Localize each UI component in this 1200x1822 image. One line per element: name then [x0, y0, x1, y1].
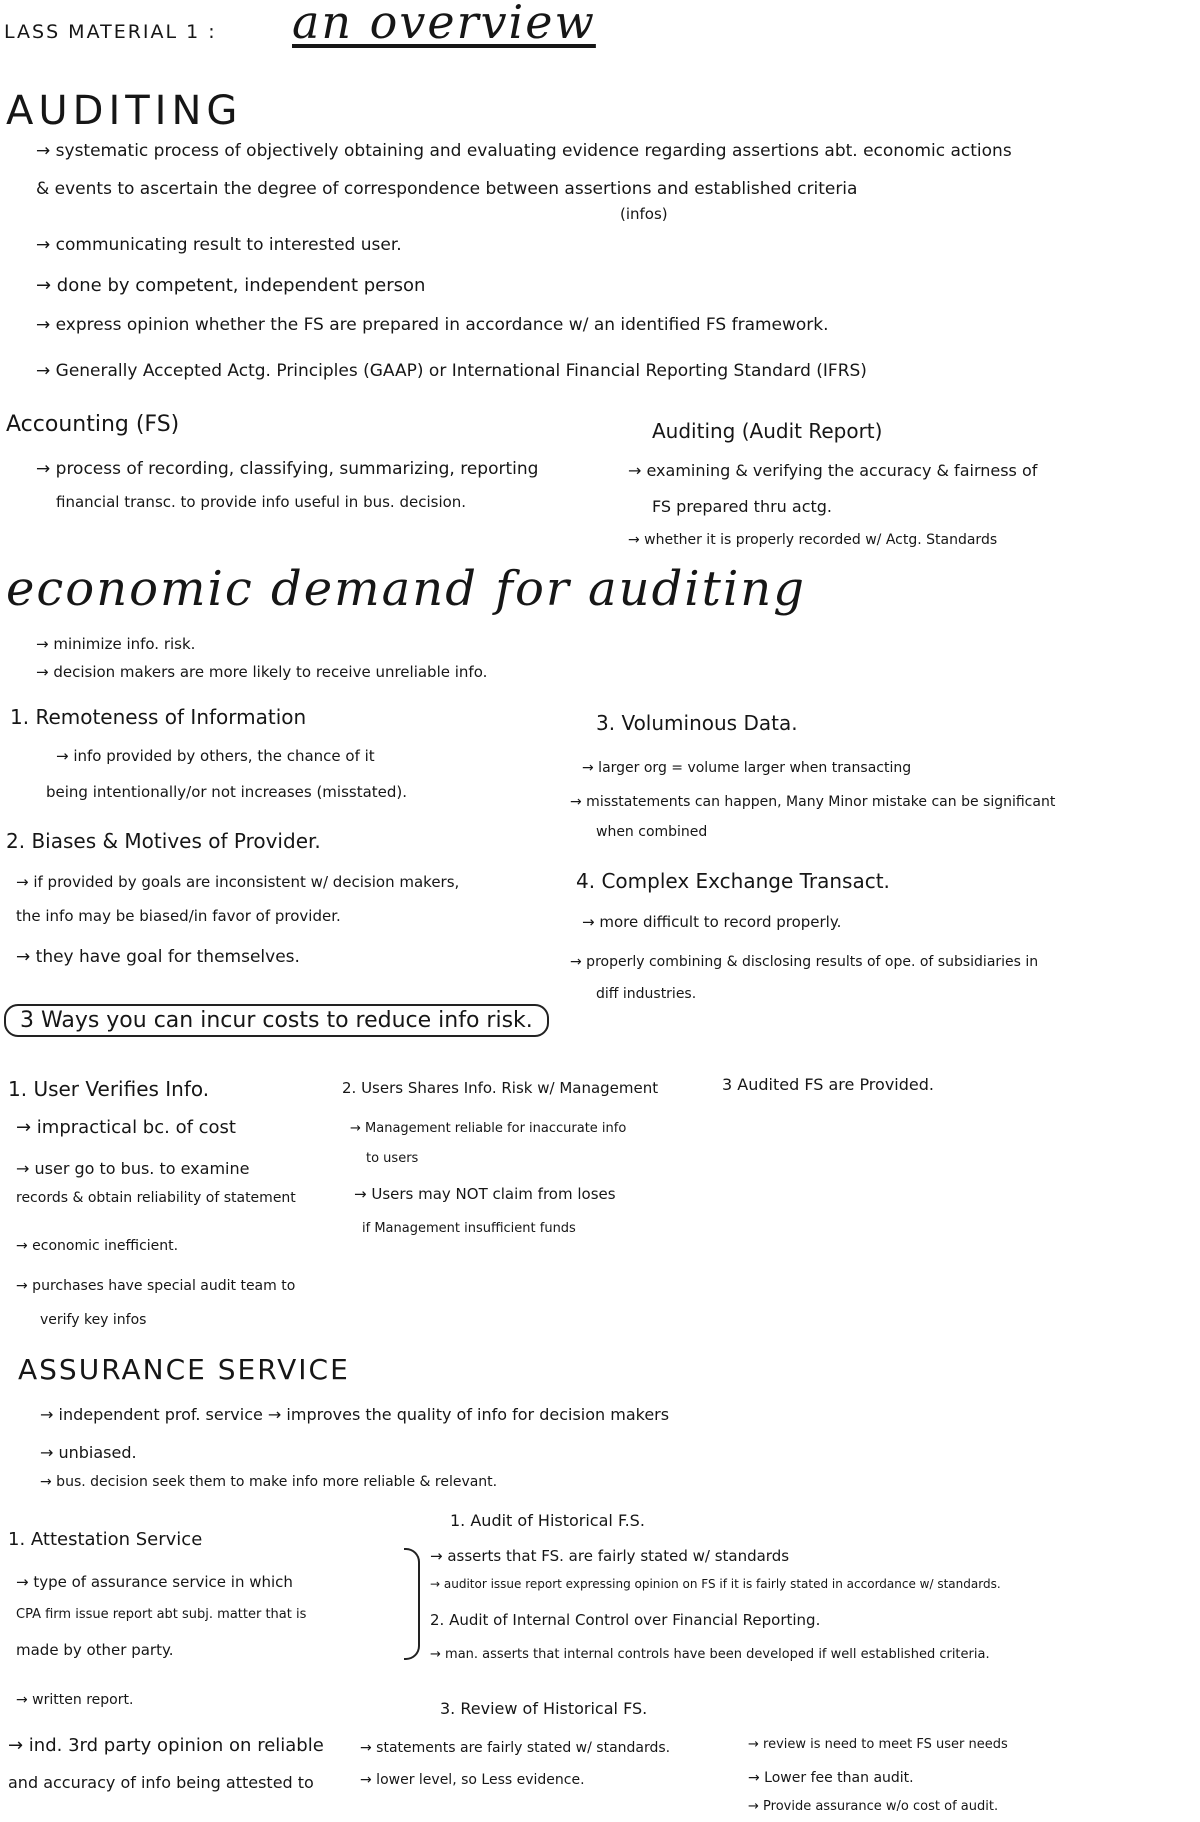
- economic-line-1: → minimize info. risk.: [36, 635, 196, 653]
- auditing-report-line-1: → examining & verifying the accuracy & fairness of: [628, 461, 1038, 480]
- audit-ic-title: 2. Audit of Internal Control over Financial Reporting.: [430, 1611, 821, 1629]
- ways-title: 3 Ways you can incur costs to reduce info risk.: [4, 1004, 549, 1037]
- complex-line-1: → more difficult to record properly.: [582, 913, 842, 931]
- economic-title: economic demand for auditing: [6, 561, 806, 617]
- users-share-title: 2. Users Shares Info. Risk w/ Management: [342, 1079, 659, 1097]
- accounting-line-2: financial transc. to provide info useful in bus. decision.: [56, 493, 467, 511]
- auditing-line-5: → done by competent, independent person: [36, 275, 426, 296]
- user-verifies-line-6: verify key infos: [40, 1312, 147, 1328]
- auditing-report-line-3: → whether it is properly recorded w/ Actg. Standards: [628, 532, 998, 548]
- review-side-1: → review is need to meet FS user needs: [748, 1737, 1008, 1752]
- audit-hist-line-1: → asserts that FS. are fairly stated w/ standards: [430, 1547, 790, 1565]
- auditing-line-3: (infos): [620, 205, 668, 223]
- review-side-3: → Provide assurance w/o cost of audit.: [748, 1799, 999, 1814]
- auditing-line-1: → systematic process of objectively obtaining and evaluating evidence regarding assertions abt. economic actions: [36, 141, 1012, 161]
- user-verifies-line-5: → purchases have special audit team to: [16, 1278, 296, 1294]
- users-share-line-2: to users: [366, 1151, 419, 1166]
- biases-line-2: the info may be biased/in favor of provider.: [16, 907, 341, 925]
- attestation-line-4: → written report.: [16, 1692, 134, 1708]
- audited-title: 3 Audited FS are Provided.: [722, 1075, 934, 1094]
- biases-line-3: → they have goal for themselves.: [16, 947, 300, 967]
- assurance-line-1: → independent prof. service → improves the quality of info for decision makers: [40, 1405, 670, 1424]
- attestation-title: 1. Attestation Service: [8, 1529, 203, 1550]
- header-label: LASS MATERIAL 1 :: [4, 21, 217, 43]
- voluminous-line-2: → misstatements can happen, Many Minor mistake can be significant: [570, 794, 1056, 810]
- user-verifies-line-1: → impractical bc. of cost: [16, 1117, 236, 1138]
- auditing-line-7: → Generally Accepted Actg. Principles (GAAP) or International Financial Reporting Standard (IFRS): [36, 361, 867, 381]
- review-line-2: → lower level, so Less evidence.: [360, 1772, 585, 1788]
- attestation-line-5: → ind. 3rd party opinion on reliable: [8, 1735, 324, 1756]
- economic-line-2: → decision makers are more likely to receive unreliable info.: [36, 663, 488, 681]
- biases-line-1: → if provided by goals are inconsistent w/ decision makers,: [16, 873, 460, 891]
- assurance-title: ASSURANCE SERVICE: [18, 1353, 350, 1386]
- review-side-2: → Lower fee than audit.: [748, 1770, 914, 1786]
- users-share-line-1: → Management reliable for inaccurate info: [350, 1121, 627, 1136]
- attestation-line-6: and accuracy of info being attested to: [8, 1773, 314, 1792]
- complex-line-3: diff industries.: [596, 986, 697, 1002]
- audit-hist-line-2: → auditor issue report expressing opinion on FS if it is fairly stated in accordance w/ standards.: [430, 1577, 1001, 1591]
- review-title: 3. Review of Historical FS.: [440, 1699, 648, 1718]
- accounting-line-1: → process of recording, classifying, summarizing, reporting: [36, 459, 539, 479]
- user-verifies-line-3: records & obtain reliability of statement: [16, 1190, 296, 1206]
- users-share-line-3: → Users may NOT claim from loses: [354, 1185, 616, 1203]
- auditing-line-4: → communicating result to interested user.: [36, 235, 402, 255]
- remoteness-line-2: being intentionally/or not increases (misstated).: [46, 783, 408, 801]
- auditing-report-title: Auditing (Audit Report): [652, 419, 883, 443]
- voluminous-title: 3. Voluminous Data.: [596, 711, 798, 735]
- header-title-script: an overview: [292, 0, 596, 49]
- complex-title: 4. Complex Exchange Transact.: [576, 869, 890, 893]
- auditing-report-line-2: FS prepared thru actg.: [652, 497, 832, 516]
- auditing-line-6: → express opinion whether the FS are prepared in accordance w/ an identified FS framework.: [36, 315, 829, 335]
- audit-hist-title: 1. Audit of Historical F.S.: [450, 1511, 645, 1530]
- attestation-line-2: CPA firm issue report abt subj. matter that is: [16, 1607, 307, 1622]
- review-line-1: → statements are fairly stated w/ standards.: [360, 1740, 671, 1756]
- user-verifies-line-2: → user go to bus. to examine: [16, 1159, 250, 1178]
- remoteness-line-1: → info provided by others, the chance of it: [56, 747, 375, 765]
- assurance-line-3: → bus. decision seek them to make info more reliable & relevant.: [40, 1474, 498, 1490]
- remoteness-title: 1. Remoteness of Information: [10, 705, 307, 729]
- assurance-line-2: → unbiased.: [40, 1443, 137, 1462]
- attestation-bracket: [404, 1548, 420, 1660]
- biases-title: 2. Biases & Motives of Provider.: [6, 829, 321, 853]
- accounting-title: Accounting (FS): [6, 412, 180, 437]
- attestation-line-3: made by other party.: [16, 1641, 174, 1659]
- audit-ic-line-1: → man. asserts that internal controls have been developed if well established criteria.: [430, 1647, 990, 1662]
- voluminous-line-1: → larger org = volume larger when transacting: [582, 760, 912, 776]
- auditing-title: AUDITING: [6, 88, 243, 134]
- user-verifies-title: 1. User Verifies Info.: [8, 1077, 210, 1101]
- auditing-line-2: & events to ascertain the degree of correspondence between assertions and established criteria: [36, 179, 858, 199]
- voluminous-line-3: when combined: [596, 824, 708, 840]
- complex-line-2: → properly combining & disclosing results of ope. of subsidiaries in: [570, 954, 1039, 970]
- attestation-line-1: → type of assurance service in which: [16, 1573, 293, 1591]
- users-share-line-4: if Management insufficient funds: [362, 1221, 576, 1236]
- user-verifies-line-4: → economic inefficient.: [16, 1238, 179, 1254]
